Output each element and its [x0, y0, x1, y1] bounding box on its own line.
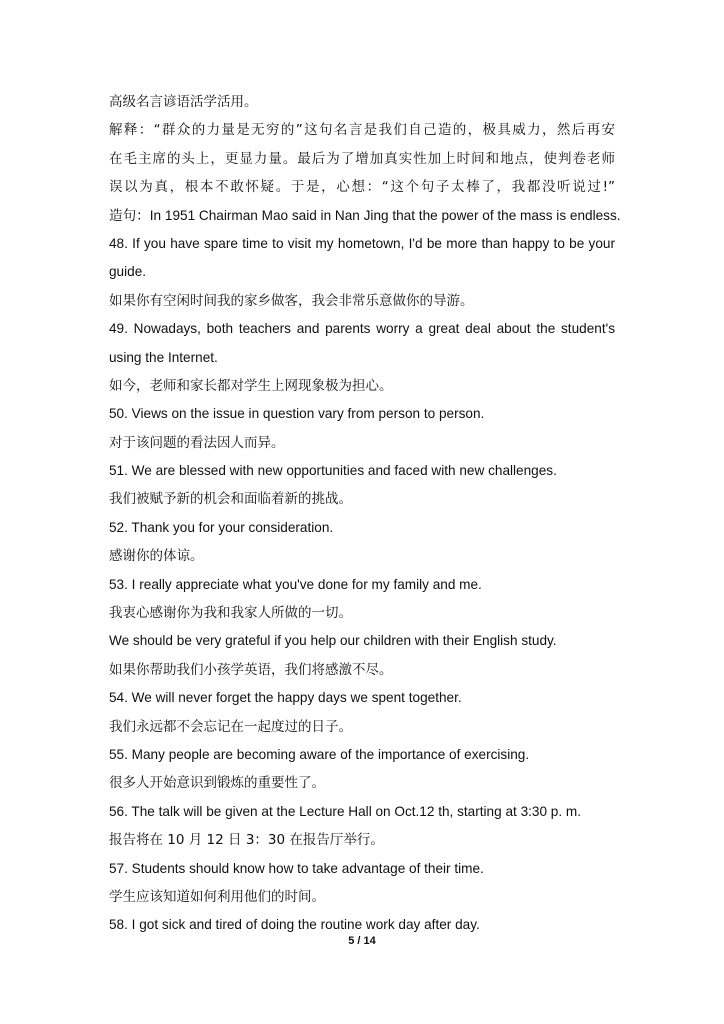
text-line: 57. Students should know how to take advantage of their time. [109, 860, 484, 876]
text-line: 对于该问题的看法因人而异。 [109, 434, 285, 451]
text-line: 55. Many people are becoming aware of the importance of exercising. [109, 746, 530, 762]
page-number: 5 / 14 [348, 935, 376, 947]
text-line: 54. We will never forget the happy days we spent together. [109, 690, 462, 706]
text-line: 我们被赋予新的机会和面临着新的挑战。 [109, 491, 352, 508]
text-line: 48. If you have spare time to visit my hometown, I'd be more than happy to be your [109, 235, 615, 251]
text-line: 解释：“群众的力量是无穷的”这句名言是我们自己造的，极具威力，然后再安 [109, 122, 615, 139]
document-body [109, 88, 621, 940]
text-line: 我们永远都不会忘记在一起度过的日子。 [109, 718, 352, 735]
text-line: 学生应该知道如何利用他们的时间。 [109, 888, 325, 905]
text-line: 我衷心感谢你为我和我家人所做的一切。 [109, 605, 352, 622]
text-line: 51. We are blessed with new opportunities and faced with new challenges. [109, 463, 557, 479]
text-line: 50. Views on the issue in question vary from person to person. [109, 406, 485, 422]
text-line: 49. Nowadays, both teachers and parents worry a great deal about the student's [109, 321, 615, 337]
text-line: 如果你帮助我们小孩学英语，我们将感激不尽。 [109, 661, 393, 678]
text-line: 感谢你的体谅。 [109, 548, 204, 565]
text-line: 在毛主席的头上，更显力量。最后为了增加真实性加上时间和地点，使判卷老师 [109, 150, 615, 167]
text-line: 53. I really appreciate what you've done for my family and me. [109, 576, 482, 592]
text-line: 造句：In 1951 Chairman Mao said in Nan Jing that the power of the mass is endless. [109, 207, 621, 223]
text-line: 58. I got sick and tired of doing the routine work day after day. [109, 917, 480, 933]
text-line: 高级名言谚语活学活用。 [109, 94, 258, 110]
text-line: 报告将在 10 月 12 日 3：30 在报告厅举行。 [109, 832, 384, 849]
text-line: 很多人开始意识到锻炼的重要性了。 [109, 775, 325, 792]
text-line: 56. The talk will be given at the Lecture Hall on Oct.12 th, starting at 3:30 p. m. [109, 803, 582, 819]
text-line: 误以为真，根本不敢怀疑。于是，心想：“这个句子太棒了，我都没听说过!” [109, 179, 615, 196]
text-line: We should be very grateful if you help our children with their English study. [109, 633, 557, 649]
text-line: guide. [109, 264, 147, 280]
text-line: using the Internet. [109, 349, 218, 365]
text-line: 如今，老师和家长都对学生上网现象极为担心。 [109, 377, 393, 394]
text-line: 如果你有空闲时间我的家乡做客，我会非常乐意做你的导游。 [109, 292, 474, 309]
text-line: 52. Thank you for your consideration. [109, 519, 334, 535]
